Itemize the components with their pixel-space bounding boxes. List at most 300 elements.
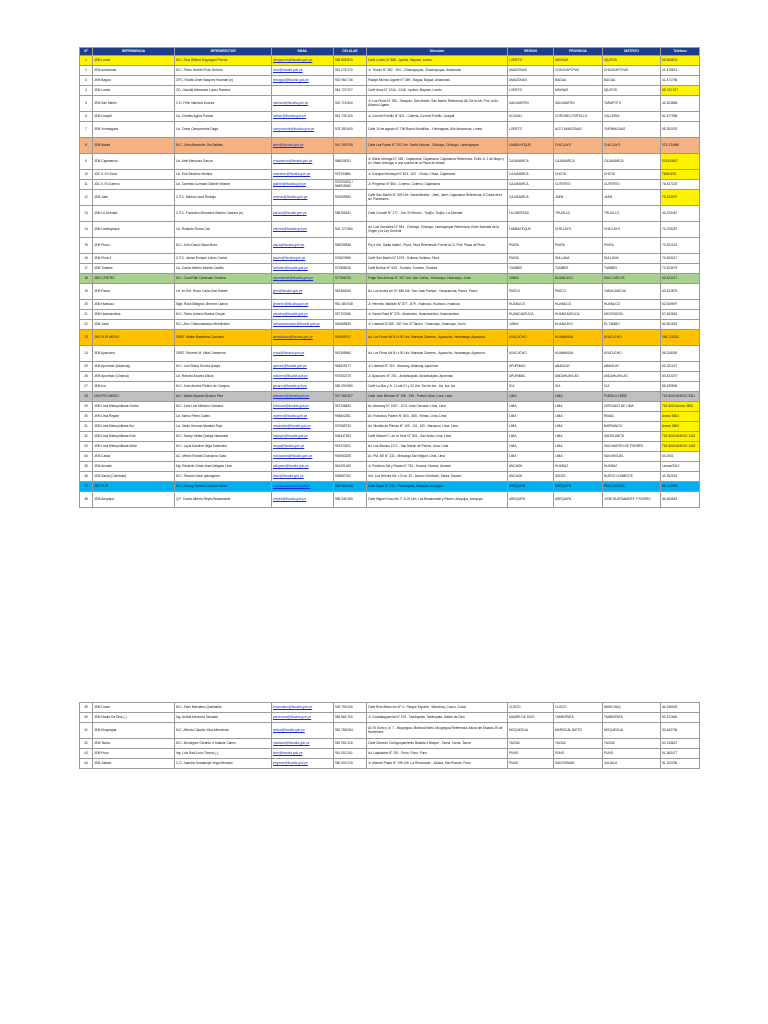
row-number: 20 (80, 300, 93, 310)
email-link[interactable]: avilca@fiscalia.gob.pe (272, 723, 334, 739)
distrito-cell: CHICLAYO (603, 222, 661, 238)
direccion-cell: Jr. Progreso N° 864 - Cutervo, Cutervo, Cajamarca (367, 180, 508, 190)
telefono-cell: 716-5000 Anexo 3801 (661, 402, 700, 412)
direccion-cell: Calle Bolívar N° 649 - Tumbes, Tumbes, Tumbes (367, 264, 508, 274)
dependencia-cell: JEM Bagua (93, 76, 175, 86)
telefono-cell: 63-422875 (661, 284, 700, 300)
email-link[interactable]: pbustos@fiscalia.gob.pe (272, 310, 334, 320)
row-number: 14 (80, 222, 93, 238)
row-number: 1 (80, 56, 93, 66)
celular-cell: 925 799 446 (334, 703, 367, 713)
region-cell: PUNO (508, 759, 554, 769)
table-row (80, 472, 700, 482)
row-number: 40 (80, 713, 93, 723)
table-row (80, 492, 700, 508)
email-link[interactable]: bardon@fiscalia.gob.pe (272, 206, 334, 222)
region-cell: AYACUCHO (508, 346, 554, 362)
email-link[interactable]: campoverde@fiscalia.gob.pe (272, 122, 334, 138)
region-cell: LIMA (508, 442, 554, 452)
jefe-cell: OBST. Walter Bastidano Cancario (175, 330, 272, 346)
celular-cell: 952 758 054 (334, 723, 367, 739)
jefe-cell: Ing. Aníbal Arenuera Taboada (175, 713, 272, 723)
distrito-cell: IQUITOS (603, 56, 661, 66)
distrito-cell: TACNA (603, 739, 661, 749)
celular-cell: 919223101 (334, 442, 367, 452)
distrito-cell: TAMBOPATA (603, 713, 661, 723)
region-cell: LIMA (508, 432, 554, 442)
provincia-cell: MARISCAL NIETO (554, 723, 603, 739)
provincia-cell: LIMA (554, 432, 603, 442)
distrito-cell: SANTA ANITA (603, 432, 661, 442)
region-cell: MOQUEGUA (508, 723, 554, 739)
email-link[interactable]: jemd@fiscalia.gob.pe (272, 138, 334, 154)
email-link[interactable]: mjcardenas@fiscalia.gob.pe (272, 274, 334, 284)
provincia-cell: PUNO (554, 749, 603, 759)
dependencia-cell: JEM Moquegua (93, 723, 175, 739)
direccion-cell: Jr. Mario Urteaga N° 283 - Cajamarca, Cajamarca, Cajamarca Referencia: Entre Jr. 2 de Mayo y Av. Mario Urteaga, a una cuadra de la Plaza de Armas (367, 154, 508, 170)
jefe-cell: Lic. Carmela Luzmara Gabriel Velarde (175, 180, 272, 190)
dependencia-cell: JEM Ica (93, 382, 175, 392)
region-cell: UCAYALI (508, 112, 554, 122)
jefe-cell: CPC. Rosilio Amet Vasquez Huaman (e) (175, 76, 272, 86)
telefono-cell: 44-223467 (661, 206, 700, 222)
direccion-cell: Av. Luis Gonzales N° 944 - Chiclayo, Chiclayo, Lambayeque Referencia: Entre Avenida de la Virgen y la Ley General (367, 222, 508, 238)
email-link[interactable]: vegame@fiscalia.gob.pe (272, 759, 334, 769)
region-cell: LORETO (508, 122, 554, 138)
email-link[interactable]: esanchez@fiscalia.gob.pe (272, 170, 334, 180)
telefono-cell: 64-501823 (661, 320, 700, 330)
email-link[interactable]: achamoramarpo@fiscalia.gob.pe (272, 320, 334, 330)
email-link[interactable]: lgomez@fiscalia.gob.pe (272, 362, 334, 372)
email-link[interactable]: creyes@fiscalia.gob.pe (272, 492, 334, 508)
direccion-cell: Jr. Los Pinos N° 295 - Tarapoto, San Martín, San Martín Referencia Alt. De la cdr. Prol. la Av. Alfonso Ugarte (367, 96, 508, 112)
jefe-cell: M.C. Loyst Karolina Vega Saavedra (175, 442, 272, 452)
table-row (80, 86, 700, 96)
jefe-cell: C.D. Juandra Guadalupe Vega Mercado (175, 759, 272, 769)
direccion-cell: Av. Pta. BE N° 232 - Miraunga San Miguel, Lima, Lima (367, 452, 508, 462)
dependencia-cell: JDC II. El Cutervo (93, 180, 175, 190)
email-link[interactable]: emarcialeo@fiscalia.gob.pe (272, 703, 334, 713)
email-link[interactable]: ralvarez@fiscalia.gob.pe (272, 372, 334, 382)
table-row (80, 749, 700, 759)
email-link[interactable]: rvidal@fiscalia.gob.pe (272, 346, 334, 362)
email-link[interactable]: jjimenez@fiscalia.gob.pe (272, 300, 334, 310)
provincia-cell: LIMA (554, 442, 603, 452)
email-link[interactable]: gabriel@fiscalia.gob.pe (272, 180, 334, 190)
email-link[interactable]: nquispe@fiscalia.gob.pe (272, 432, 334, 442)
celular-cell: 961 739 160 (334, 112, 367, 122)
direccion-cell: Calle Corsalé N° 177 - Urb. El Recreo - Trujillo, Trujillo, La Libertad (367, 206, 508, 222)
dependencia-cell: JEM Callao (93, 452, 175, 462)
table-row (80, 76, 700, 86)
direccion-cell: Calle Las Flores N° 202 Urb. Santa Victoria - Chiclayo, Chiclayo, Lambayeque (367, 138, 508, 154)
celular-cell: 998766151 (334, 206, 367, 222)
jefe-cell: C.P.C. Marina Ucea Rodrigo (175, 190, 272, 206)
email-link[interactable]: amz@fiscalia.gob.pe (272, 66, 334, 76)
jefe-cell: M.C. Ricardo Dave Ipanaguirre (175, 472, 272, 482)
dependencia-cell: JEM Lima Región (93, 412, 175, 422)
provincia-cell: HUAMANGA (554, 330, 603, 346)
region-cell: ANCASH (508, 462, 554, 472)
table-row (80, 422, 700, 432)
email-link[interactable]: jemagua@fiscalia.gob.pe (272, 76, 334, 86)
direccion-cell: Jr. Manuel Prado N° 195 Urb. La Rinconada - Juliaca, San Román, Puno (367, 759, 508, 769)
celular-cell: 950 402 015 (334, 759, 367, 769)
jefe-cell: Q.F. Carlos Alberto Reyes Bustamante (175, 492, 272, 508)
jefe-cell: C.P.C. Janice Enrique Lubón Cossio (175, 254, 272, 264)
region-cell: LAMBAYEQUE (508, 222, 554, 238)
distrito-cell: HUARAZ (603, 462, 661, 472)
telefono-cell: 51-322296 (661, 759, 700, 769)
jefe-cell: Lic. Marco Pérez Castro (175, 412, 272, 422)
table-row (80, 180, 700, 190)
direccion-cell: Urb. Los Héroes Mz. L3 Lte. 87 - Nuevo Chimbote, Santa, Áncash (367, 472, 508, 482)
distrito-cell: RIMAC (603, 412, 661, 422)
distrito-cell: BAGUA (603, 76, 661, 86)
telefono-cell: 066-315332 (661, 330, 700, 346)
celular-cell: 997 356 307 (334, 392, 367, 402)
email-link[interactable]: mperez@fiscalia.gob.pe (272, 412, 334, 422)
direccion-cell: Jr. Triunfo N° 392 - 394 - Chachapoyas, Chachapoyas, Amazonas (367, 66, 508, 76)
col-email: EMAIL (272, 48, 334, 56)
direccion-cell: Av. Los Pinos Mz B Lt 00 Urb. Mariscal Cáceres - Ayacucho, Huamanga, Ayacucho (367, 330, 508, 346)
provincia-cell: ABANCAY (554, 362, 603, 372)
table-row (80, 330, 700, 346)
provincia-cell: HUARAZ (554, 462, 603, 472)
email-link[interactable]: walvarez@fiscalia.gob.pe (272, 392, 334, 402)
email-link[interactable]: lvega@fiscalia.gob.pe (272, 442, 334, 452)
telefono-cell: 82-571660 (661, 713, 700, 723)
provincia-cell: TRUJILLO (554, 206, 603, 222)
distrito-cell: TUMBES (603, 264, 661, 274)
direccion-cell: Jr. Hermilio Valdizán N° 877 - 879 - Huánuco, Huánuco, Huánuco (367, 300, 508, 310)
region-cell: SAN MARTIN (508, 96, 554, 112)
distrito-cell: YURIMAGUAS (603, 122, 661, 138)
email-link[interactable]: jmillones@fiscalia.gob.pe (272, 402, 334, 412)
region-cell: LIMA (508, 392, 554, 402)
direccion-cell: Calle Ruiz Alfaro s/n Nº 4 - Parque España - Wanchaq, Cusco, Cusco (367, 703, 508, 713)
table-row (80, 122, 700, 138)
distrito-cell: CALLERIA (603, 112, 661, 122)
email-link[interactable]: mflores@fiscalia.gob.pe (272, 222, 334, 238)
direccion-cell: Pasaje Alfonso Ugarte N° 369 - Bagua, Bagua, Amazonas (367, 76, 508, 86)
email-link[interactable]: olaza@fiscalia.gob.pe (272, 238, 334, 254)
email-link[interactable]: aarenuera@fiscalia.gob.pe (272, 713, 334, 723)
direccion-cell: Jr. Cuntalaqquecha N° 375 - Tambopata, Tambopata, Madre de Dios (367, 713, 508, 723)
telefono-cell: 53-463736 (661, 723, 700, 739)
direccion-cell: Jr. Santa Rosa N° 376 - Ascensión, Huancavelica, Huancavelica (367, 310, 508, 320)
distrito-cell: WANCHAQ (603, 703, 661, 713)
region-cell: LIMA (508, 402, 554, 412)
table-row (80, 170, 700, 180)
table-row (80, 452, 700, 462)
email-link[interactable]: leon@fiscalia.gob.pe (272, 749, 334, 759)
provincia-cell: HUAMANGA (554, 346, 603, 362)
email-link[interactable]: jsarrin@fiscalia.gob.pe (272, 254, 334, 264)
main-directory-table (79, 47, 700, 508)
distrito-cell: BARRANCO (603, 422, 661, 432)
dependencia-cell: CENTRO MEDIO (93, 392, 175, 402)
row-number: 35 (80, 462, 93, 472)
telefono-cell: 66-318030 (661, 346, 700, 362)
jefe-cell: C.D. Félix Valencia Linares (175, 96, 272, 112)
provincia-cell: ANDAHUAYLAS (554, 372, 603, 382)
row-number: 16 (80, 254, 93, 264)
table-row (80, 190, 700, 206)
table-row (80, 274, 700, 284)
email-link[interactable]: wbastidano@fiscalia.gob.pe (272, 330, 334, 346)
region-cell: HUANCAVELICA (508, 310, 554, 320)
table-row (80, 310, 700, 320)
direccion-cell: Jr. Ayacucho N° 201 - Andahuaylas, Andahuaylas, Apurímac (367, 372, 508, 382)
table-row (80, 206, 700, 222)
provincia-cell: PASCO (554, 284, 603, 300)
provincia-cell: SULLANA (554, 254, 603, 264)
region-cell: LORETO (508, 86, 554, 96)
row-number: 41 (80, 723, 93, 739)
row-number: 19 (80, 284, 93, 300)
row-number: 17 (80, 264, 93, 274)
celular-cell: 952 952 416 (334, 739, 367, 749)
celular-cell: 951 002 341 (334, 749, 367, 759)
email-link[interactable]: dave@fiscalia.gob.pe (272, 472, 334, 482)
jefe-cell: M.C. Alex Chamoramarpo Mendivelso (175, 320, 272, 330)
dependencia-cell: JEM Amazonas (93, 66, 175, 76)
celular-cell: 957235632 (334, 402, 367, 412)
region-cell: LA LIBERTAD (508, 206, 554, 222)
dependencia-cell: JEM Arequipa (93, 492, 175, 508)
celular-cell: 977366720 (334, 274, 367, 284)
secondary-directory-table (79, 702, 700, 769)
table-row (80, 442, 700, 452)
jefe-cell: M.C. Nancy Yadira Quispe Navarrete (175, 432, 272, 442)
celular-cell: 961091183 (334, 462, 367, 472)
dependencia-cell: JEM La Libertad (93, 206, 175, 222)
provincia-cell: PIURA (554, 238, 603, 254)
telefono-cell: 41-471756 (661, 76, 700, 86)
dependencia-cell: JEM Huancavelica (93, 310, 175, 320)
telefono-cell: 65-722 927 (661, 86, 700, 96)
table-row (80, 284, 700, 300)
region-cell: AMAZONAS (508, 76, 554, 86)
telefono-cell: 64-421417 (661, 274, 700, 284)
row-number: 36 (80, 472, 93, 482)
dependencia-cell: JEM Lima Metropolitana Norte (93, 442, 175, 452)
row-number: 12 (80, 190, 93, 206)
provincia-cell: CAJAMARCA (554, 154, 603, 170)
region-cell: MADRE DE DIOS (508, 713, 554, 723)
region-cell: CAJAMARCA (508, 180, 554, 190)
telefono-cell: 73-321125 (661, 238, 700, 254)
celular-cell: 968039021 (334, 154, 367, 170)
dependencia-cell: JEM Lima Metropolitana Centro (93, 402, 175, 412)
telefono-cell: 76-437220 (661, 180, 700, 190)
telefono-cell: 67-453815 (661, 310, 700, 320)
email-link[interactable]: valencia@fiscalia.gob.pe (272, 96, 334, 112)
region-cell: ICA (508, 382, 554, 392)
dependencia-cell: JEM Tumbes (93, 264, 175, 274)
jefe-cell: Lic. Charles Aglloc Paucar (175, 112, 272, 122)
jefe-cell: M.C. José Luis Millones Gamarra (175, 402, 272, 412)
direccion-cell: Av. Abancay N° 1067 - 1071 Lima Cercado, Lima, Lima (367, 402, 508, 412)
telefono-cell: 62-519597 (661, 300, 700, 310)
direccion-cell: Av. El Golfo y Jr. 7 - Moquegua, Mariscal Nieto, Moquegua Referencia: Altura del Estadio 25 de Noviembre (367, 723, 508, 739)
row-number: 6 (80, 112, 93, 122)
row-number: 34 (80, 452, 93, 462)
distrito-cell: SULLANA (603, 254, 661, 264)
distrito-cell: ANDAHUAYLAS (603, 372, 661, 382)
table-row (80, 482, 700, 492)
email-link (272, 86, 334, 96)
distrito-cell: JAEN (603, 190, 661, 206)
row-number: 44 (80, 759, 93, 769)
distrito-cell: AYACUCHO (603, 330, 661, 346)
row-number: 11 (80, 180, 93, 190)
celular-cell: 965 605 819 (334, 56, 367, 66)
celular-cell: 941 295 038 (334, 138, 367, 154)
row-number: 8 (80, 138, 93, 154)
row-number: 25 (80, 362, 93, 372)
email-link[interactable]: mchavarria@fiscalia.gob.pe (272, 452, 334, 462)
provincia-cell: SANTA (554, 472, 603, 482)
celular-cell: 932 964 736 (334, 76, 367, 86)
direccion-cell: Av. Los Álamos 1271 - San Martín de Porres, Lima, Lima (367, 442, 508, 452)
table-row (80, 254, 700, 264)
jefe-cell: Ing. Luis Raúl León Ticona (-) (175, 749, 272, 759)
telefono-cell: 61-577958 (661, 112, 700, 122)
row-number: 7 (80, 122, 93, 138)
dependencia-cell: JEM Loreto (93, 86, 175, 96)
table-row (80, 713, 700, 723)
jefe-cell: Mg. Eduardo César Jean Delgado León (175, 462, 272, 472)
direccion-cell: Calle Manuel C. de la Torre N° 303 - San Anita, Lima, Lima (367, 432, 508, 442)
email-link[interactable]: jpizarro@fiscalia.gob.pe (272, 382, 334, 392)
region-cell: ANCASH (508, 472, 554, 482)
telefono-cell: 83-422270 (661, 372, 700, 382)
distrito-cell: EL TAMBO (603, 320, 661, 330)
jefe-cell: C.P.C. Francisco Mercedes Bardón Cabrera (e) (175, 206, 272, 222)
direccion-cell: Jr. Libertad N°455 - 457 Urb. El Tambo - Huancayo, Huancayo, Junín (367, 320, 508, 330)
region-cell: LAMBAYEQUE (508, 138, 554, 154)
telefono-cell: 43-352015 (661, 472, 700, 482)
region-cell: JUNIN (508, 274, 554, 284)
row-number: 13 (80, 206, 93, 222)
jefe-cell: Lic. en Enf. Rocío Carla Jimo Rafael (175, 284, 272, 300)
table-row (80, 432, 700, 442)
direccion-cell: Av. Laykakota N° 291 - Puno, Puno, Puno (367, 749, 508, 759)
region-cell: AREQUIPA (508, 492, 554, 508)
email-link[interactable]: jjmo@fiscalia.gob.pe (272, 284, 334, 300)
email-link[interactable]: mnbsar@fiscalia.gob.pe (272, 190, 334, 206)
distrito-cell: IQUITOS (603, 86, 661, 96)
table-row (80, 392, 700, 402)
telefono-cell: 76351676 (661, 170, 700, 180)
provincia-cell: CHICLAYO (554, 138, 603, 154)
celular-cell: 996295536 (334, 238, 367, 254)
provincia-cell: CHOTA (554, 170, 603, 180)
row-number: 9 (80, 154, 93, 170)
telefono-cell: 716-5000 ANEXO 3311 (661, 392, 700, 402)
region-cell: PIURA (508, 238, 554, 254)
celular-cell: 939687322 (334, 472, 367, 482)
row-number: 31 (80, 422, 93, 432)
distrito-cell: YANACANCHA (603, 284, 661, 300)
dependencia-cell: JEM Madre (93, 138, 175, 154)
jefe-cell: Lic. Abel Mendoza García (175, 154, 272, 170)
celular-cell: 942395660 (334, 346, 367, 362)
celular-cell: 978 283 605 (334, 122, 367, 138)
distrito-cell: AYACUCHO (603, 346, 661, 362)
dependencia-cell: JEM Ayacucho (93, 346, 175, 362)
jefe-cell: OBST. Roberto M. Vidal Camarena (175, 346, 272, 362)
direccion-cell: Calle San Martín N° 309 Urb. Santa Beatriz - Jaén, Jaén, Cajamarca Referencia: 5 Cdras de la Av. Palomares (367, 190, 508, 206)
jefe-cell: M.C. Walter Alpardo Álvarez Pino (175, 392, 272, 402)
email-link[interactable]: jdelgado@fiscalia.gob.pe (272, 462, 334, 472)
jefe-cell: Lic. Richard Alvarez Allcca (175, 372, 272, 382)
distrito-cell: CHACHAPOYAS (603, 66, 661, 76)
email-link[interactable]: cinfante@fiscalia.gob.pe (272, 264, 334, 274)
provincia-cell: CUTERVO (554, 180, 603, 190)
distrito-cell: TRUJILLO (603, 206, 661, 222)
telefono-cell: 54-254069 (661, 482, 700, 492)
email-link[interactable]: msalazar@fiscalia.gob.pe (272, 739, 334, 749)
region-cell: HUANUCO (508, 300, 554, 310)
email-link[interactable]: cnsamborn@fiscalia.gob.pe (272, 154, 334, 170)
email-link[interactable]: ucfiser@fiscalia.gob.pe (272, 112, 334, 122)
email-link[interactable]: aceballos@fiscalia.gob.pe (272, 482, 334, 492)
celular-cell: 975302175 (334, 372, 367, 382)
celular-cell: 956 299 580 (334, 382, 367, 392)
direccion-cell: Calle Miguel Grau Mz. F 1t 20 Urb. Los Bustamante y Rivero, Arequipa, Arequipa (367, 492, 508, 508)
table-row (80, 154, 700, 170)
direccion-cell: Calle San Martin N° 1229 - Sullana, Sullana, Piura (367, 254, 508, 264)
provincia-cell: SAN ROMAN (554, 759, 603, 769)
region-cell: LIMA (508, 452, 554, 462)
table-row (80, 462, 700, 472)
celular-cell: 937589733 (334, 422, 367, 432)
provincia-cell: HUANUCO (554, 300, 603, 310)
distrito-cell: CHOTA (603, 170, 661, 180)
distrito-cell: SAN CARLOS (603, 274, 661, 284)
celular-cell: 981 380 938 (334, 300, 367, 310)
table-row (80, 703, 700, 713)
col-jefe: JEFE/DIRECTOR (175, 48, 272, 56)
provincia-cell: LIMA (554, 422, 603, 432)
email-link[interactable]: mmaraldo@fiscalia.gob.pe (272, 422, 334, 432)
email-link[interactable]: dinogloreto@fiscalia.gob.pe (272, 56, 334, 66)
row-number: 24 (80, 346, 93, 362)
dependencia-cell: JEM Cajamarca I (93, 154, 175, 170)
row-number: 23 (80, 330, 93, 346)
dependencia-cell: JEM Lima Metropolitana Sur (93, 422, 175, 432)
table-row (80, 96, 700, 112)
provincia-cell: AREQUIPA (554, 492, 603, 508)
row-number: 32 (80, 432, 93, 442)
telefono-cell: 73-503017 (661, 254, 700, 264)
dependencia-cell: JEM Yurimaguas (93, 122, 175, 138)
jefe-cell: M.C. Pedro Herbert Ruiz Herrera (175, 66, 272, 76)
jefe-cell: Lic. Eva Sánchez Medina (175, 170, 272, 180)
row-number: 4 (80, 86, 93, 96)
row-number: 3 (80, 76, 93, 86)
jefe-cell: M.C. Luis Elisna Gomez Anaya (175, 362, 272, 372)
telefono-cell: 076343847 (661, 154, 700, 170)
row-number: 2 (80, 66, 93, 76)
dependencia-cell: JEM Cusco (93, 703, 175, 713)
region-cell: CUSCO (508, 703, 554, 713)
table-row (80, 412, 700, 422)
direccion-cell: Calle La Mar y Jr. 1 Lote 21 y 22 Urb. Sol de Ica - Ica, Ica, Ica (367, 382, 508, 392)
